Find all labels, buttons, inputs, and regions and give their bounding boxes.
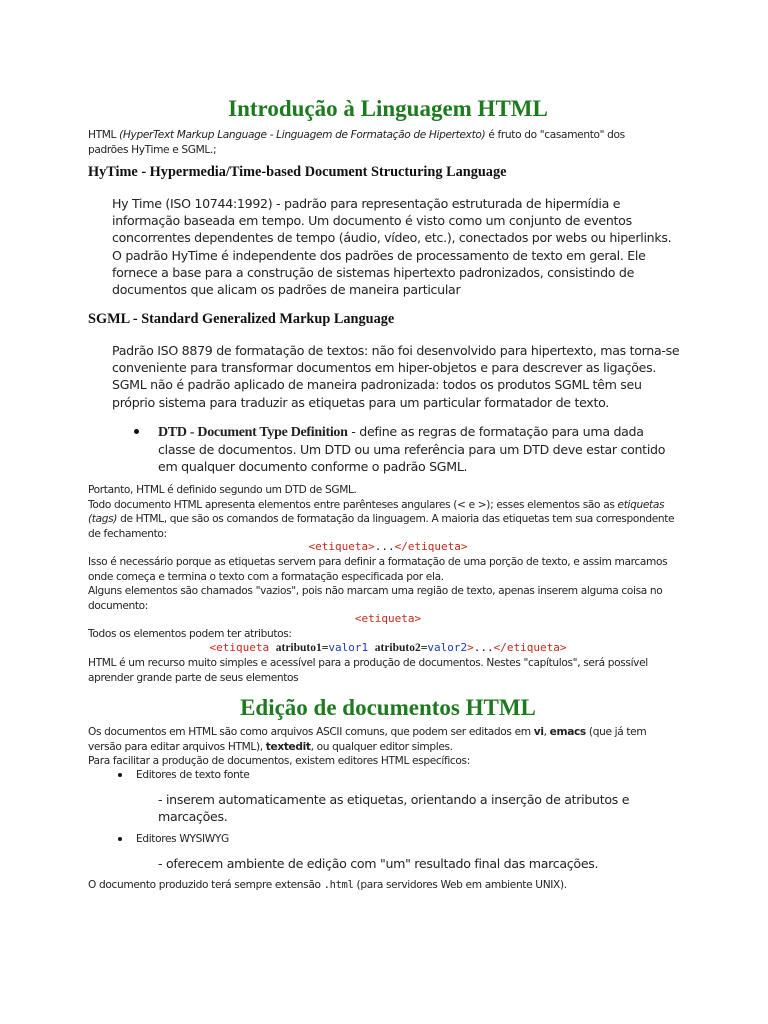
portanto-paragraph	[88, 483, 688, 541]
editor-emacs: emacs	[549, 726, 586, 738]
hytime-line: concorrentes dependentes de tempo (áudio, vídeo, etc.), conectados por webs ou hiperlinks.	[112, 230, 672, 246]
todo-line	[88, 512, 688, 527]
sgml-line: próprio sistema para traduzir as etiquetas para um particular formatador de texto.	[112, 394, 609, 410]
code-value: valor2	[427, 641, 468, 654]
code-gt: >	[467, 641, 474, 654]
code-tag: <etiqueta>	[354, 612, 422, 625]
desc-line: - inserem automaticamente as etiquetas, orientando a inserção de atributos e	[158, 792, 630, 807]
isso-line: onde começa e termina o texto com a formatação especificada por ela.	[88, 570, 444, 583]
final-text: O documento produzido terá sempre extensão	[88, 879, 321, 891]
bullet-editores-fonte: Editores de texto fonte	[136, 769, 250, 781]
sgml-line: SGML não é padrão aplicado de maneira padronizada: todos os produtos SGML têm seu	[112, 377, 642, 393]
isso-line: Isso é necessário porque as etiquetas servem para definir a formatação de uma porção de texto, e assim marcamos	[88, 556, 668, 568]
sgml-line: conveniente para transformar documentos em hiper-objetos e para descrever as ligações.	[112, 360, 657, 376]
todo-text: Todo documento HTML apresenta elementos entre parênteses angulares (< e >); esses elementos são as	[88, 498, 615, 511]
dtd-rest: - define as regras de formatação para uma dada	[347, 424, 644, 439]
code-tag-close: </etiqueta>	[394, 540, 468, 553]
intro-line2: padrões HyTime e SGML.;	[88, 143, 217, 156]
desc-line: marcações.	[158, 809, 228, 825]
html-line: HTML é um recurso muito simples e acessível para a produção de documentos. Nestes "capítulos", será possível	[88, 657, 648, 669]
edicao-text: (que já tem	[588, 726, 647, 738]
code-value: valor1	[328, 641, 369, 654]
todo-tags: (tags)	[88, 513, 118, 525]
bullet-icon	[118, 837, 122, 841]
dtd-line: classe de documentos. Um DTD ou uma referência para um DTD deve estar contido	[158, 442, 666, 458]
dtd-bold: DTD - Document Type Definition	[158, 425, 348, 440]
intro-italic: (HyperText Markup Language - Linguagem de Formatação de Hipertexto)	[119, 129, 486, 141]
intro-rest: é fruto do "casamento" dos	[488, 129, 625, 141]
todo-line	[88, 498, 688, 513]
bullet1-description	[158, 791, 688, 825]
intro-paragraph	[88, 128, 688, 157]
bullet-icon	[134, 429, 139, 434]
final-code: .html	[323, 879, 354, 891]
isso-paragraph	[88, 555, 688, 613]
edicao-text: versão para editar arquivos HTML),	[88, 740, 263, 753]
code-eq: =	[321, 641, 329, 654]
edicao-text: Os documentos em HTML são como arquivos ASCII comuns, que podem ser editados em	[88, 726, 531, 738]
code-tag-close: </etiqueta>	[493, 641, 567, 654]
sgml-paragraph	[112, 342, 692, 411]
html-paragraph	[88, 656, 688, 685]
sgml-line: Padrão ISO 8879 de formatação de textos: não foi desenvolvido para hipertexto, mas torna-se	[112, 343, 680, 358]
intro-html: HTML	[88, 129, 117, 141]
hytime-heading: HyTime - Hypermedia/Time-based Document Structuring Language	[88, 164, 507, 180]
code-example-1	[88, 540, 688, 553]
sgml-heading: SGML - Standard Generalized Markup Language	[88, 311, 395, 327]
section-title-edicao: Edição de documentos HTML	[240, 695, 536, 720]
alguns-line: documento:	[88, 599, 149, 612]
edicao-line	[88, 725, 688, 740]
code-example-3	[88, 641, 688, 654]
edicao-line: Para facilitar a produção de documentos, existem editores HTML específicos:	[88, 755, 470, 767]
dtd-bullet-text	[158, 423, 688, 476]
code-attr: atributo1	[275, 642, 322, 654]
hytime-line: fornece a base para a construção de sistemas hipertexto padronizados, consistindo de	[112, 264, 635, 280]
todo-text: de HTML, que são os comandos de formatação da linguagem. A maioria das etiquetas tem sua correspondente	[117, 513, 675, 525]
portanto-line: Portanto, HTML é definido segundo um DTD de SGML.	[88, 484, 357, 496]
alguns-line: Alguns elementos são chamados "vazios", pois não marcam uma região de texto, apenas inserem alguma coisa no	[88, 585, 663, 597]
todo-italic: etiquetas	[617, 498, 665, 511]
bullet-editores-wysiwyg: Editores WYSIWYG	[136, 833, 229, 845]
code-example-2	[88, 612, 688, 625]
editor-vi: vi	[533, 726, 544, 738]
code-mid: ...	[374, 540, 395, 553]
todo-line: de fechamento:	[88, 527, 167, 540]
code-tag-open: <etiqueta>	[308, 540, 375, 553]
final-text: (para servidores Web em ambiente UNIX).	[356, 879, 567, 891]
html-line: aprender grande parte de seus elementos	[88, 671, 299, 684]
editor-textedit: textedit	[265, 740, 311, 753]
code-eq: =	[420, 641, 428, 654]
edicao-text: , ou qualquer editor simples.	[310, 740, 453, 753]
code-attr: atributo2	[374, 642, 421, 654]
section-title-intro: Introdução à Linguagem HTML	[228, 96, 548, 121]
bullet-icon	[118, 773, 122, 777]
dtd-line	[158, 423, 688, 441]
hytime-paragraph	[112, 195, 692, 298]
code-mid: ...	[473, 641, 494, 654]
bullet2-description: - oferecem ambiente de edição com "um" resultado final das marcações.	[158, 856, 599, 871]
code-tag-open: <etiqueta	[209, 641, 270, 654]
todos-paragraph: Todos os elementos podem ter atributos:	[88, 628, 292, 640]
dtd-line: em qualquer documento conforme o padrão SGML.	[158, 459, 468, 475]
edicao-line	[88, 740, 688, 755]
sep: ,	[543, 726, 547, 738]
hytime-line: O padrão HyTime é independente dos padrões de processamento de texto em geral. Ele	[112, 247, 646, 263]
edicao-paragraph	[88, 725, 688, 769]
hytime-line: documentos que alicam os padrões de maneira particular	[112, 282, 461, 298]
hytime-line: informação baseada em tempo. Um documento é visto como um conjunto de eventos	[112, 213, 632, 229]
hytime-line: Hy Time (ISO 10744:1992) - padrão para representação estruturada de hipermídia e	[112, 196, 621, 211]
final-paragraph	[88, 878, 688, 893]
